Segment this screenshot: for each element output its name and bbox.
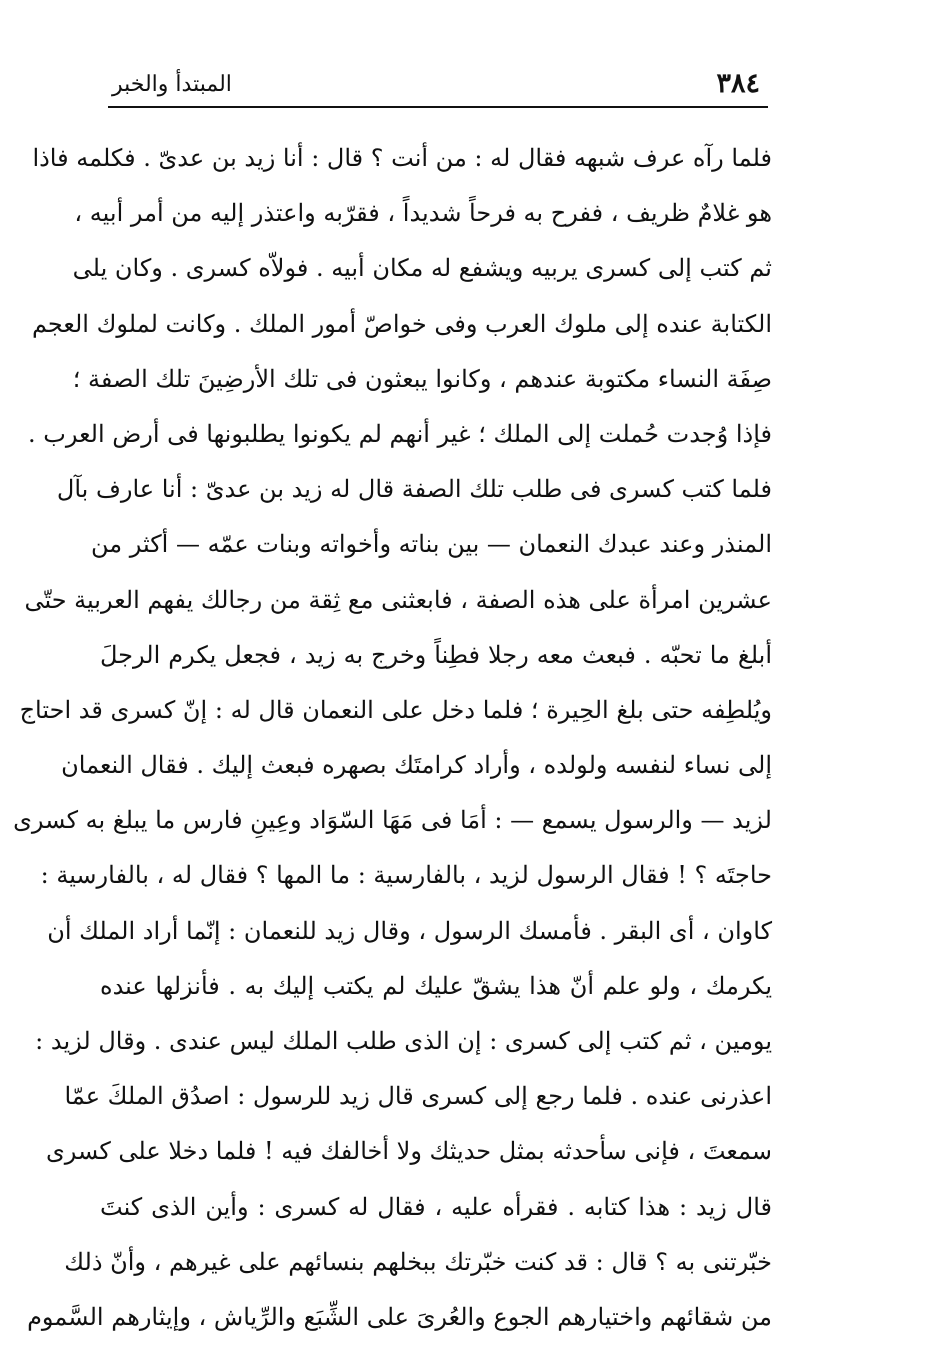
text-line: أبلغ ما تحبّه . فبعث معه رجلا فطِناً وخرج به زيد ، فجعل يكرم الرجلَ (100, 640, 772, 669)
text-line: فلما كتب كسرى فى طلب تلك الصفة قال له زيد بن عدىّ : أنا عارف بآل (56, 475, 772, 504)
body-text (13, 138, 772, 1352)
text-line: قال زيد : هذا كتابه . فقرأه عليه ، فقال له كسرى : وأين الذى كنتَ (100, 1192, 772, 1221)
text-line: خبّرتنى به ؟ قال : قد كنت خبّرتك ببخلهم بنسائهم على غيرهم ، وأنّ ذلك (64, 1247, 772, 1276)
text-line: إلى نساء لنفسه ولولده ، وأراد كرامتَك بصهره فبعث إليك . فقال النعمان (61, 751, 772, 780)
text-line: ويُلطِفه حتى بلغ الحِيرة ؛ فلما دخل على النعمان قال له : إنّ كسرى قد احتاج (19, 695, 772, 724)
running-title: المبتدأ والخبر (112, 72, 232, 97)
text-line: الكتابة عنده إلى ملوك العرب وفى خواصّ أمور الملك . وكانت لملوك العجم (31, 309, 772, 338)
text-line: لزيد — والرسول يسمع — : أمَا فى مَهَا السّوَاد وعِينِ فارس ما يبلغ به كسرى (13, 806, 772, 835)
text-line: يكرمك ، ولو علم أنّ هذا يشقّ عليك لم يكتب إليك به . فأنزلها عنده (100, 971, 772, 1000)
text-line: من شقائهم واختيارهم الجوع والعُرىَ على الشِّبَع والرِّياش ، وإيثارهم السَّموم (27, 1302, 772, 1331)
text-line: صِفَة النساء مكتوبة عندهم ، وكانوا يبعثون فى تلك الأرضِينَ تلك الصفة ؛ (72, 364, 772, 393)
page-header (108, 60, 768, 108)
text-line: سمعتَ ، فإنى سأحدثه بمثل حديثك ولا أخالفك فيه ! فلما دخلا على كسرى (45, 1137, 772, 1166)
text-line: عشرين امرأة على هذه الصفة ، فابعثنى مع ثِقة من رجالك يفهم العربية حتّى (24, 585, 772, 614)
text-line: ثم كتب إلى كسرى يربيه ويشفع له مكان أبيه . فولاّه كسرى . وكان يلى (72, 254, 772, 283)
text-line: كاوان ، أى البقر . فأمسك الرسول ، وقال زيد للنعمان : إنّما أراد الملك أن (47, 916, 772, 945)
page-number: ٣٨٤ (716, 68, 760, 99)
text-line: اعذرنى عنده . فلما رجع إلى كسرى قال زيد للرسول : اصدُق الملكَ عمّا (64, 1082, 772, 1111)
text-line: فلما رآه عرف شبهه فقال له : من أنت ؟ قال : أنا زيد بن عدىّ . فكلمه فاذا (32, 144, 772, 172)
text-line: المنذر وعند عبدك النعمان — بين بناته وأخواته وبنات عمّه — أكثر من (91, 530, 772, 559)
text-line: حاجتَه ؟ ! فقال الرسول لزيد ، بالفارسية : ما المها ؟ فقال له ، بالفارسية : (40, 861, 772, 890)
text-line: يومين ، ثم كتب إلى كسرى : إن الذى طلب الملك ليس عندى . وقال لزيد : (35, 1027, 772, 1055)
text-line: فإذا وُجدت حُملت إلى الملك ؛ غير أنهم لم يكونوا يطلبونها فى أرض العرب . (28, 419, 772, 448)
text-line: هو غلامٌ ظريف ، ففرح به فرحاً شديداً ، فقرّبه واعتذر إليه من أمر أبيه ، (74, 199, 772, 228)
